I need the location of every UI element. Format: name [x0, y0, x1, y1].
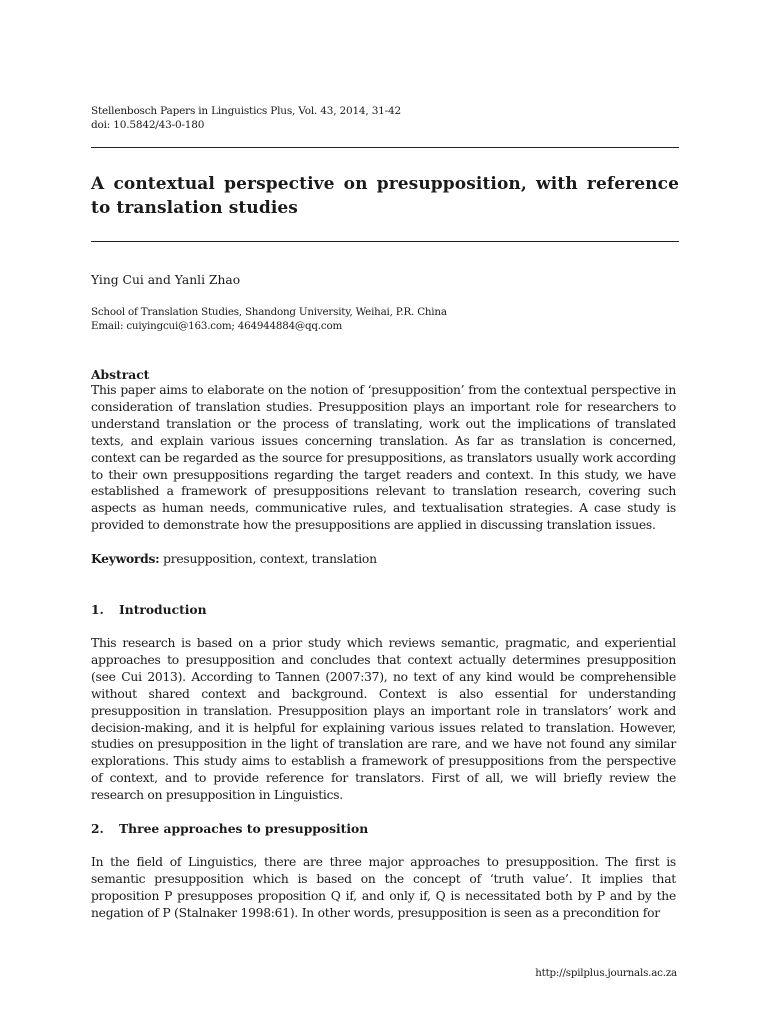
section-heading-introduction: [91, 602, 207, 617]
section-heading-approaches: [91, 821, 368, 836]
keywords-label: Keywords:: [91, 551, 160, 566]
section-number: 1.: [91, 602, 104, 617]
email-line: Email: cuiyingcui@163.com; 464944884@qq.com: [91, 320, 343, 332]
author-names: Ying Cui and Yanli Zhao: [91, 273, 241, 287]
keywords-line: [91, 551, 676, 568]
section-number: 2.: [91, 821, 104, 836]
section-title: Introduction: [119, 602, 207, 617]
abstract-text: This paper aims to elaborate on the notion of ‘presupposition’ from the contextual perspective in consideration of translation studies. Presupposition plays an important role for researchers to understand translation or the process of translating, work out the implications of translated texts, and explain various issues concerning translation. As far as translation is concerned, context can be regarded as the source for presuppositions, as translators usually work according to their own presuppositions regarding the target readers and context. In this study, we have established a framework of presuppositions relevant to translation research, covering such aspects as human needs, communicative rules, and textualisation strategies. A case study is provided to demonstrate how the presuppositions are applied in discussing translation issues.: [91, 383, 676, 533]
approaches-paragraph: In the field of Linguistics, there are three major approaches to presupposition. The first is semantic presupposition which is based on the concept of ‘truth value’. It implies that proposition P presupposes proposition Q if, and only if, Q is necessitated both by P and by the negation of P (Stalnaker 1998:61). In other words, presupposition is seen as a precondition for: [91, 855, 676, 920]
title-rule: [91, 241, 679, 242]
journal-url[interactable]: http://spilplus.journals.ac.za: [535, 967, 677, 979]
keywords-text: presupposition, context, translation: [159, 552, 377, 566]
affiliation: School of Translation Studies, Shandong University, Weihai, P.R. China: [91, 306, 447, 318]
abstract-heading: Abstract: [91, 367, 150, 382]
doi-line: doi: 10.5842/43-0-180: [91, 119, 205, 131]
paper-title: A contextual perspective on presupposition, with reference to translation studies: [91, 174, 679, 218]
top-rule: [91, 147, 679, 148]
section-title: Three approaches to presupposition: [119, 821, 369, 836]
journal-citation: Stellenbosch Papers in Linguistics Plus, Vol. 43, 2014, 31-42: [91, 105, 401, 117]
introduction-paragraph: This research is based on a prior study which reviews semantic, pragmatic, and experiential approaches to presupposition and concludes that context actually determines presupposition (see Cui 2013). According to Tannen (2007:37), no text of any kind would be comprehensible without shared context and background. Context is also essential for understanding presupposition in translation. Presupposition plays an important role in translators’ work and decision-making, and it is helpful for explaining various issues related to translation. However, studies on presupposition in the light of translation are rare, and we have not found any similar explorations. This study aims to establish a framework of presuppositions from the perspective of context, and to provide reference for translators. First of all, we will briefly review the research on presupposition in Linguistics.: [91, 636, 676, 803]
